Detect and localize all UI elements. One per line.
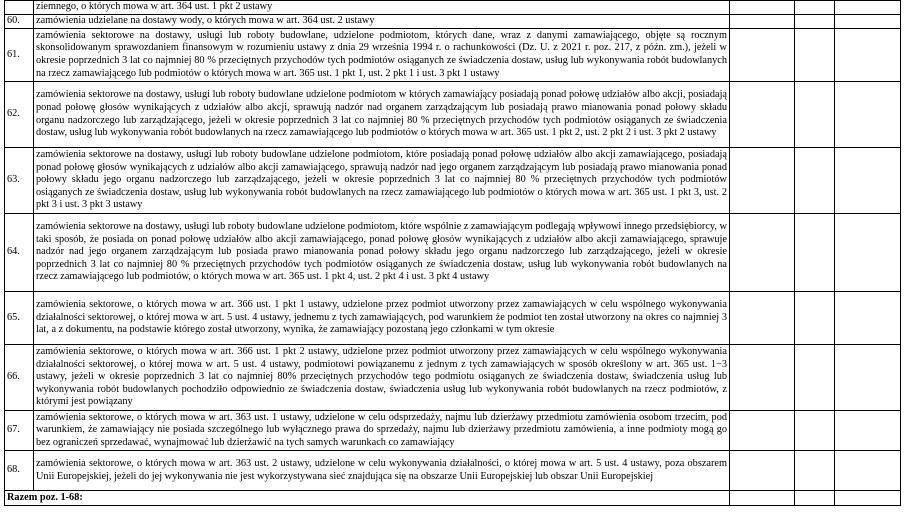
table-row	[5, 292, 901, 345]
value-cell	[795, 345, 835, 411]
value-cell	[730, 345, 795, 411]
value-cell	[730, 214, 795, 292]
value-cell	[730, 82, 795, 148]
total-value-cell	[835, 491, 901, 506]
row-description: ziemnego, o których mowa w art. 364 ust. 1 pkt 2 ustawy	[34, 1, 730, 15]
row-number: 66.	[5, 345, 34, 411]
row-number: 65.	[5, 292, 34, 345]
value-cell	[835, 292, 901, 345]
value-cell	[730, 1, 795, 15]
row-number: 68.	[5, 451, 34, 491]
value-cell	[730, 451, 795, 491]
row-number: 61.	[5, 29, 34, 82]
value-cell	[795, 82, 835, 148]
table-row	[5, 345, 901, 411]
row-description: zamówienia sektorowe na dostawy, usługi lub roboty budowlane udzielone podmiotom w których zamawiający posiadają ponad połowę udziałów albo akcji, posiadają ponad połowę głosów wynikających z udziałów albo akcji, sprawują nadzór nad organem zarządzającym lub posiadają prawo mianowania ponad połowy składu organu nadzorczego lub zarządzającego, jeżeli w okresie poprzednich 3 lat co najmniej 80 % przeciętnych przychodów tych podmiotów osiąganych ze świadczenia dostaw, usług lub wykonywania robót budowlanych na rzecz zamawiającego lub podmiotów o których mowa w art. 365 ust. 1 pkt 2, ust. 2 pkt 2 i ust. 3 pkt 2 ustawy	[34, 82, 730, 148]
total-label: Razem poz. 1-68:	[5, 491, 730, 506]
table-row	[5, 148, 901, 214]
row-number	[5, 1, 34, 15]
row-description: zamówienia udzielane na dostawy wody, o których mowa w art. 364 ust. 2 ustawy	[34, 15, 730, 29]
value-cell	[795, 29, 835, 82]
table-row	[5, 214, 901, 292]
value-cell	[795, 411, 835, 451]
row-number: 62.	[5, 82, 34, 148]
table-row	[5, 15, 901, 29]
row-description: zamówienia sektorowe na dostawy, usługi lub roboty budowlane udzielone podmiotom, które posiadają ponad połowę udziałów albo akcji zamawiającego, posiadają ponad połowę głosów wynikających z udziałów albo akcji zamawiającego, sprawują nadzór nad jego organem zarządzającym lub posiadają prawo mianowania ponad połowy składu jego organu nadzorczego lub zarządzającego, jeżeli w okresie poprzednich 3 lat co najmniej 80 % przeciętnych przychodów tych podmiotów osiąganych ze świadczenia dostaw, usług lub wykonywania robót budowlanych na rzecz zamawiającego lub podmiotów o których mowa w art. 365 ust. 1 pkt 3, ust. 2 pkt 3 i ust. 3 pkt 3 ustawy	[34, 148, 730, 214]
table-row	[5, 1, 901, 15]
row-description: zamówienia sektorowe, o których mowa w art. 366 ust. 1 pkt 2 ustawy, udzielone przez podmiot utworzony przez zamawiających w celu wspólnego wykonywania działalności sektorowej, o której mowa w art. 5 ust. 4 ustawy, podmiotowi powiązanemu z jednym z tych zamawiających w sposób określony w art. 365 ust. 1−3 ustawy, jeżeli w okresie poprzednich 3 lat co najmniej 80% przeciętnych przychodów tego podmiotu osiąganych ze świadczenia dostaw, świadczenia usług lub wykonywania robót budowlanych pochodziło odpowiednio ze świadczenia dostaw, świadczenia usług lub wykonywania robót budowlanych na rzecz podmiotów, z którymi jest powiązany	[34, 345, 730, 411]
row-number: 64.	[5, 214, 34, 292]
value-cell	[730, 148, 795, 214]
value-cell	[795, 292, 835, 345]
value-cell	[835, 15, 901, 29]
row-description: zamówienia sektorowe, o których mowa w art. 363 ust. 1 ustawy, udzielone w celu odsprzedaży, najmu lub dzierżawy przedmiotu zamówienia osobom trzecim, pod warunkiem, że zamawiający nie posiada szczególnego lub wyłącznego prawa do sprzedaży, najmu lub dzierżawy przedmiotu zamówienia, a inne podmioty mogą go bez ograniczeń sprzedawać, wynajmować lub dzierżawić na tych samych warunkach co zamawiający	[34, 411, 730, 451]
table-row	[5, 411, 901, 451]
table-row	[5, 82, 901, 148]
value-cell	[835, 411, 901, 451]
row-number: 63.	[5, 148, 34, 214]
row-description: zamówienia sektorowe na dostawy, usługi lub roboty budowlane udzielone podmiotom, które wspólnie z zamawiającym podlegają wpływowi innego przedsiębiorcy, w taki sposób, że posiada on ponad połowę udziałów albo akcji zamawiającego, ponad połowę głosów wynikających z udziałów albo akcji zamawiającego, sprawuje nadzór nad jego organem zarządzającym lub posiada prawo mianowania ponad połowy składu jego organu nadzorczego lub zarządzającego, jeżeli w okresie poprzednich 3 lat co najmniej 80 % przeciętnych przychodów tych podmiotów osiąganych ze świadczenia dostaw, usług lub wykonywania robót budowlanych na rzecz zamawiającego lub podmiotów, o których mowa w art. 365 ust. 1 pkt 4, ust. 2 pkt 4 i ust. 3 pkt 4 ustawy	[34, 214, 730, 292]
value-cell	[795, 15, 835, 29]
value-cell	[730, 411, 795, 451]
value-cell	[835, 345, 901, 411]
value-cell	[795, 451, 835, 491]
value-cell	[835, 451, 901, 491]
value-cell	[835, 29, 901, 82]
value-cell	[835, 214, 901, 292]
table-row	[5, 451, 901, 491]
row-description: zamówienia sektorowe na dostawy, usługi lub roboty budowlane, udzielone podmiotom, których dane, wraz z danymi zamawiającego, objęte są rocznym skonsolidowanym sprawozdaniem finansowym w rozumieniu ustawy z dnia 29 września 1994 r. o rachunkowości (Dz. U. z 2021 r. poz. 217, z późn. zm.), jeżeli w okresie poprzednich 3 lat co najmniej 80 % przeciętnych przychodów tych podmiotów osiąganych ze świadczenia dostaw, usług lub wykonywania robót budowlanych na rzecz zamawiającego lub podmiotów o których mowa w art. 365 ust. 1 pkt 1, ust. 2 pkt 1 i ust. 3 pkt 1 ustawy	[34, 29, 730, 82]
value-cell	[835, 1, 901, 15]
table-row	[5, 29, 901, 82]
value-cell	[835, 82, 901, 148]
value-cell	[795, 148, 835, 214]
total-value-cell	[795, 491, 835, 506]
value-cell	[795, 1, 835, 15]
row-description: zamówienia sektorowe, o których mowa w art. 366 ust. 1 pkt 1 ustawy, udzielone przez podmiot utworzony przez zamawiających w celu wspólnego wykonywania działalności sektorowej, o której mowa w art. 5 ust. 4 ustawy, jednemu z tych zamawiających, pod warunkiem że podmiot ten został utworzony na okres co najmniej 3 lat, a z dokumentu, na podstawie którego został utworzony, wynika, że zamawiający pozostaną jego członkami w tym okresie	[34, 292, 730, 345]
total-row	[5, 491, 901, 506]
row-number: 67.	[5, 411, 34, 451]
total-value-cell	[730, 491, 795, 506]
row-number: 60.	[5, 15, 34, 29]
procurement-table	[4, 0, 901, 506]
value-cell	[835, 148, 901, 214]
value-cell	[795, 214, 835, 292]
value-cell	[730, 292, 795, 345]
value-cell	[730, 15, 795, 29]
value-cell	[730, 29, 795, 82]
row-description: zamówienia sektorowe, o których mowa w art. 363 ust. 2 ustawy, udzielone w celu wykonywania działalności, o której mowa w art. 5 ust. 4 ustawy, poza obszarem Unii Europejskiej, jeżeli do jej wykonywania nie jest wykorzystywana sieć znajdująca się na obszarze Unii Europejskiej lub obszar Unii Europejskiej	[34, 451, 730, 491]
